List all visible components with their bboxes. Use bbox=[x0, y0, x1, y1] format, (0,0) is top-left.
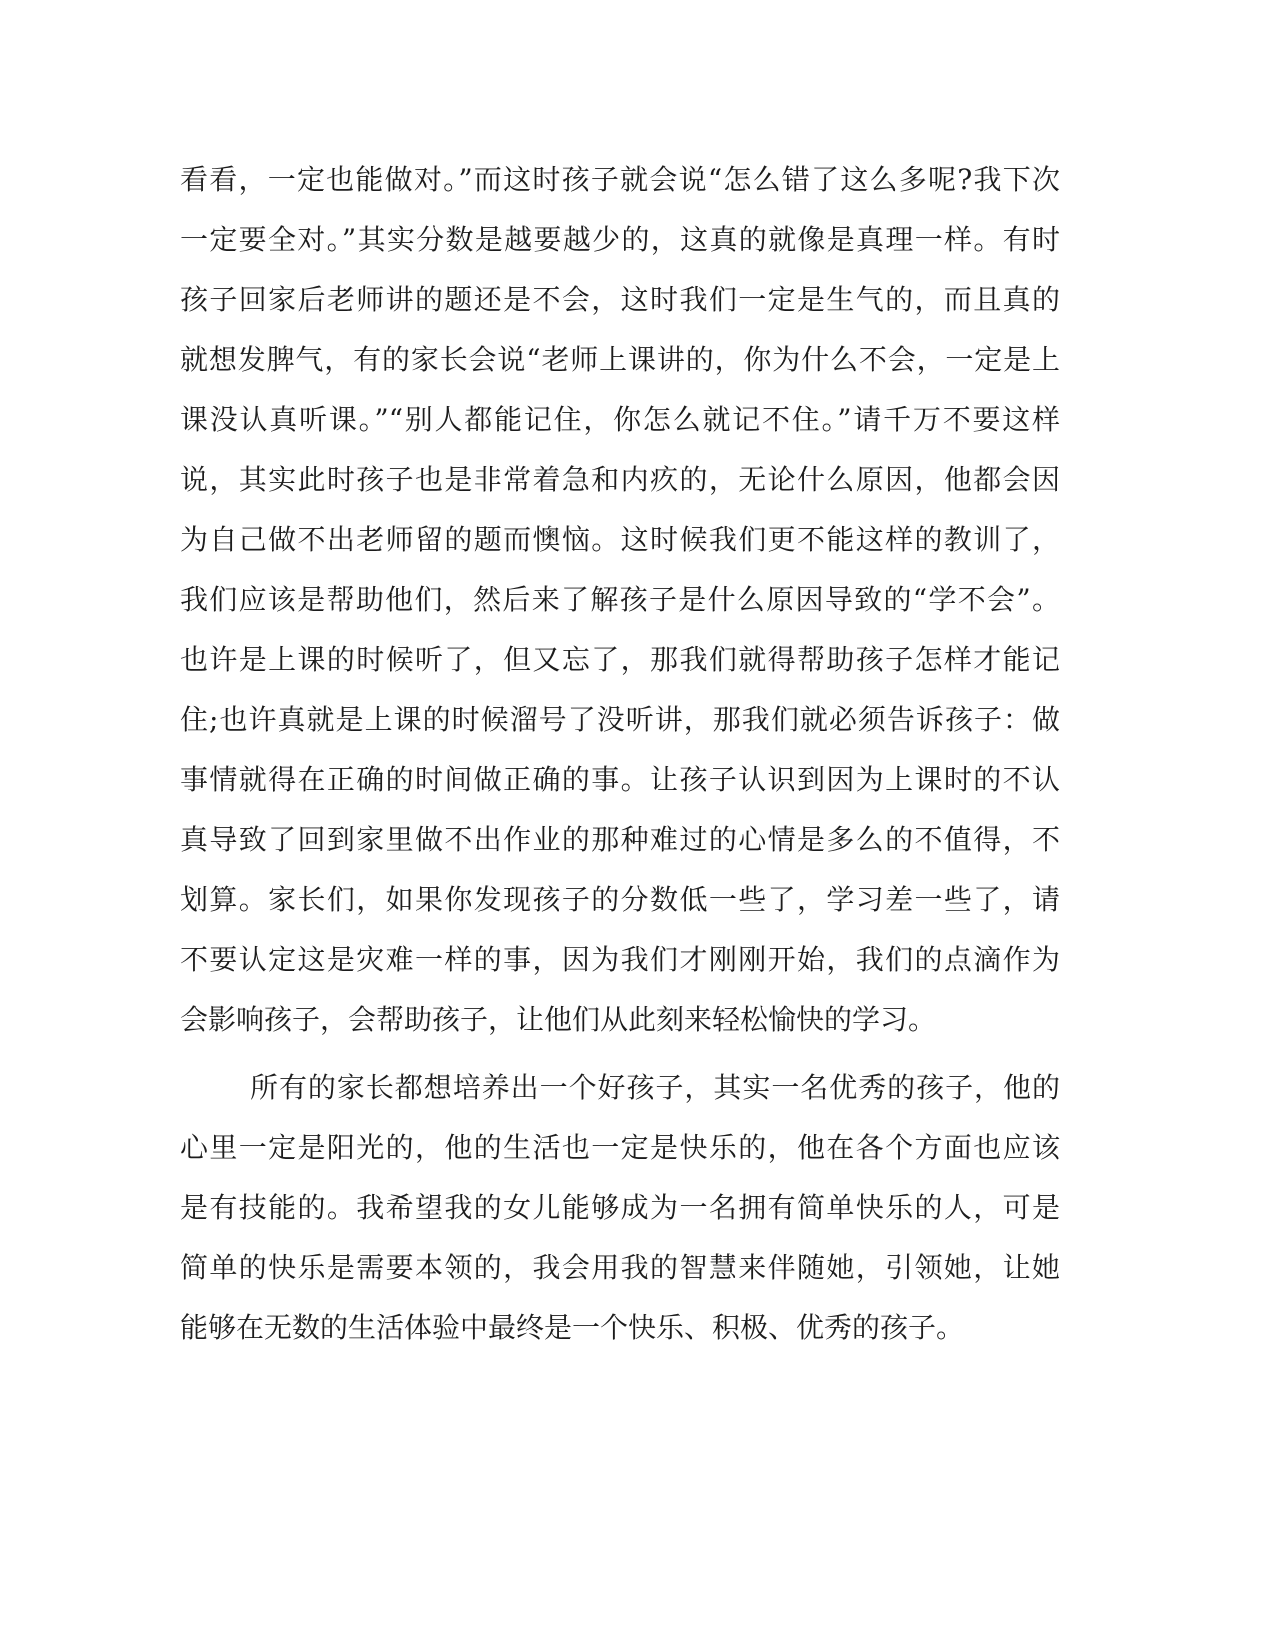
text-line: 就想发脾气，有的家长会说“老师上课讲的，你为什么不会，一定是上 bbox=[180, 343, 1060, 376]
text-line: 也许是上课的时候听了，但又忘了，那我们就得帮助孩子怎样才能记 bbox=[180, 643, 1060, 676]
text-line: 孩子回家后老师讲的题还是不会，这时我们一定是生气的，而且真的 bbox=[180, 283, 1060, 316]
paragraph-1 bbox=[180, 150, 1060, 1050]
text-line: 事情就得在正确的时间做正确的事。让孩子认识到因为上课时的不认 bbox=[180, 763, 1060, 796]
text-line: 划算。家长们，如果你发现孩子的分数低一些了，学习差一些了，请 bbox=[180, 883, 1060, 916]
text-line: 是有技能的。我希望我的女儿能够成为一名拥有简单快乐的人，可是 bbox=[180, 1191, 1060, 1224]
text-line: 说，其实此时孩子也是非常着急和内疚的，无论什么原因，他都会因 bbox=[180, 463, 1060, 496]
text-line: 一定要全对。”其实分数是越要越少的，这真的就像是真理一样。有时 bbox=[180, 223, 1060, 256]
text-line: 为自己做不出老师留的题而懊恼。这时候我们更不能这样的教训了， bbox=[180, 523, 1060, 556]
paragraph-2 bbox=[180, 1058, 1060, 1358]
text-line: 课没认真听课。”“别人都能记住，你怎么就记不住。”请千万不要这样 bbox=[180, 403, 1060, 436]
text-line: 心里一定是阳光的，他的生活也一定是快乐的，他在各个方面也应该 bbox=[180, 1131, 1060, 1164]
body-text bbox=[180, 150, 1060, 1358]
text-line: 住;也许真就是上课的时候溜号了没听讲，那我们就必须告诉孩子：做 bbox=[180, 703, 1060, 736]
text-line: 会影响孩子，会帮助孩子，让他们从此刻来轻松愉快的学习。 bbox=[180, 1003, 937, 1036]
text-line: 真导致了回到家里做不出作业的那种难过的心情是多么的不值得，不 bbox=[180, 823, 1060, 856]
text-line: 所有的家长都想培养出一个好孩子，其实一名优秀的孩子，他的 bbox=[250, 1071, 1060, 1104]
text-line: 不要认定这是灾难一样的事，因为我们才刚刚开始，我们的点滴作为 bbox=[180, 943, 1060, 976]
text-line: 简单的快乐是需要本领的，我会用我的智慧来伴随她，引领她，让她 bbox=[180, 1251, 1060, 1284]
text-line: 看看，一定也能做对。”而这时孩子就会说“怎么错了这么多呢?我下次 bbox=[180, 163, 1060, 196]
text-line: 我们应该是帮助他们，然后来了解孩子是什么原因导致的“学不会”。 bbox=[180, 583, 1060, 616]
text-line: 能够在无数的生活体验中最终是一个快乐、积极、优秀的孩子。 bbox=[180, 1311, 965, 1344]
